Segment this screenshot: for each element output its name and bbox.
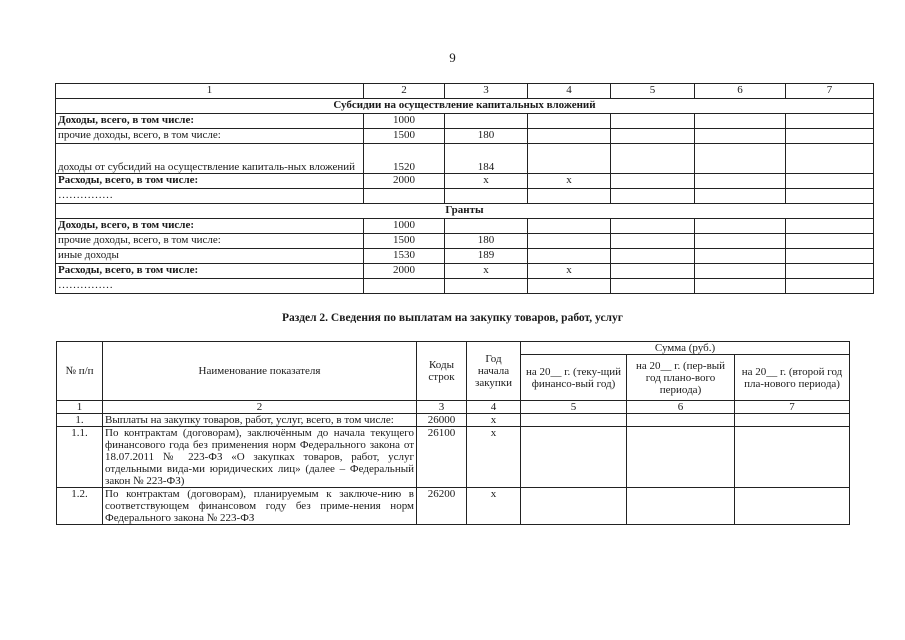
row-name: Выплаты на закупку товаров, работ, услуг, всего, в том числе: [103,414,417,427]
col-number: 2 [103,401,417,414]
row-name: прочие доходы, всего, в том числе: [56,129,364,144]
col-number: 6 [627,401,735,414]
row-col-7 [786,219,874,234]
row-col-4 [528,114,611,129]
col-number: 6 [695,84,786,99]
col-number: 4 [528,84,611,99]
row-sum-col-5 [521,488,627,525]
table-row [56,279,874,294]
row-col-3 [445,114,528,129]
row-sum-col-7 [735,427,850,488]
row-code: 26100 [417,427,467,488]
table-row [57,414,850,427]
row-name: Доходы, всего, в том числе: [56,114,364,129]
section-row [56,99,874,114]
row-col-7 [786,249,874,264]
row-code [364,279,445,294]
row-col-6 [695,219,786,234]
row-col-7 [786,279,874,294]
row-sum-col-7 [735,488,850,525]
row-col-5 [611,144,695,174]
row-col-4 [528,279,611,294]
row-col-6 [695,264,786,279]
header-year-3: на 20__ г. (второй год пла-нового периода) [735,355,850,401]
header-year-1: на 20__ г. (теку-щий финансо-вый год) [521,355,627,401]
row-col-6 [695,129,786,144]
row-col-4: х [528,264,611,279]
row-code: 1520 [364,144,445,174]
row-sum-col-5 [521,427,627,488]
header-sum: Сумма (руб.) [521,342,850,355]
header-num: № п/п [57,342,103,401]
header-row [57,342,850,355]
row-col-7 [786,264,874,279]
row-col-3: х [445,174,528,189]
row-name: прочие доходы, всего, в том числе: [56,234,364,249]
row-col-4 [528,234,611,249]
col-number: 3 [417,401,467,414]
row-col-3: х [445,264,528,279]
row-col-5 [611,279,695,294]
section-label: Субсидии на осуществление капитальных вложений [56,99,874,114]
header-year: Год начала закупки [467,342,521,401]
row-col-6 [695,234,786,249]
table-row [56,174,874,189]
col-number: 2 [364,84,445,99]
row-col-6 [695,144,786,174]
row-col-6 [695,279,786,294]
table-row [56,219,874,234]
row-year: х [467,427,521,488]
row-col-5 [611,234,695,249]
row-code: 2000 [364,174,445,189]
row-col-4 [528,249,611,264]
table-row [56,234,874,249]
row-col-7 [786,189,874,204]
row-col-6 [695,114,786,129]
table-row [56,144,874,174]
row-name: …………… [56,189,364,204]
row-name: доходы от субсидий на осуществление капиталь-ных вложений [56,144,364,174]
row-col-7 [786,174,874,189]
table-row [57,488,850,525]
row-col-7 [786,234,874,249]
row-col-4 [528,129,611,144]
row-sum-col-6 [627,488,735,525]
row-col-5 [611,174,695,189]
row-year: х [467,414,521,427]
row-code: 1500 [364,234,445,249]
row-col-3 [445,279,528,294]
col-number: 7 [786,84,874,99]
col-number: 1 [56,84,364,99]
row-col-4 [528,189,611,204]
row-col-4: х [528,174,611,189]
row-sum-col-6 [627,427,735,488]
row-name: иные доходы [56,249,364,264]
row-code: 1530 [364,249,445,264]
table-row [56,114,874,129]
row-col-3: 189 [445,249,528,264]
col-number: 7 [735,401,850,414]
row-col-6 [695,249,786,264]
row-col-7 [786,144,874,174]
row-name: Доходы, всего, в том числе: [56,219,364,234]
section-2-title: Раздел 2. Сведения по выплатам на закупку товаров, работ, услуг [282,312,623,324]
table-row [56,189,874,204]
col-number: 5 [611,84,695,99]
row-col-3 [445,219,528,234]
table-row [56,249,874,264]
row-col-3: 180 [445,129,528,144]
row-code: 1000 [364,219,445,234]
row-col-5 [611,249,695,264]
row-sum-col-5 [521,414,627,427]
row-code [364,189,445,204]
row-col-4 [528,144,611,174]
row-col-3 [445,189,528,204]
row-col-4 [528,219,611,234]
row-year: х [467,488,521,525]
row-num: 1.1. [57,427,103,488]
row-col-3: 180 [445,234,528,249]
header-year-2: на 20__ г. (пер-вый год плано-вого периода) [627,355,735,401]
row-code: 2000 [364,264,445,279]
row-sum-col-7 [735,414,850,427]
col-number: 1 [57,401,103,414]
row-num: 1. [57,414,103,427]
table-row [56,129,874,144]
row-col-7 [786,114,874,129]
section-label: Гранты [56,204,874,219]
row-name: Расходы, всего, в том числе: [56,174,364,189]
row-col-5 [611,189,695,204]
row-col-6 [695,189,786,204]
column-number-row [57,401,850,414]
row-name: По контрактам (договорам), заключённым до начала текущего финансового года без применения норм Федерального закона от 18.07.2011 № 223-ФЗ «О закупках товаров, работ, услуг отдельными вида-ми юридических лиц» (далее – Федеральный закон № 223-ФЗ) [103,427,417,488]
row-name: Расходы, всего, в том числе: [56,264,364,279]
row-col-5 [611,219,695,234]
row-col-5 [611,114,695,129]
income-expense-table [55,83,874,294]
header-name: Наименование показателя [103,342,417,401]
col-number: 5 [521,401,627,414]
section-row [56,204,874,219]
col-number: 4 [467,401,521,414]
row-col-5 [611,129,695,144]
row-code: 1000 [364,114,445,129]
column-number-row [56,84,874,99]
row-code: 26000 [417,414,467,427]
procurement-payments-table [56,341,850,525]
row-col-7 [786,129,874,144]
row-sum-col-6 [627,414,735,427]
page-number: 9 [449,50,456,65]
table-row [56,264,874,279]
header-code: Коды строк [417,342,467,401]
row-col-3: 184 [445,144,528,174]
row-col-5 [611,264,695,279]
row-name: …………… [56,279,364,294]
row-name: По контрактам (договорам), планируемым к заключе-нию в соответствующем финансовом году без приме-нения норм Федерального закона № 223-ФЗ [103,488,417,525]
row-code: 1500 [364,129,445,144]
row-num: 1.2. [57,488,103,525]
col-number: 3 [445,84,528,99]
table-row [57,427,850,488]
row-code: 26200 [417,488,467,525]
row-col-6 [695,174,786,189]
